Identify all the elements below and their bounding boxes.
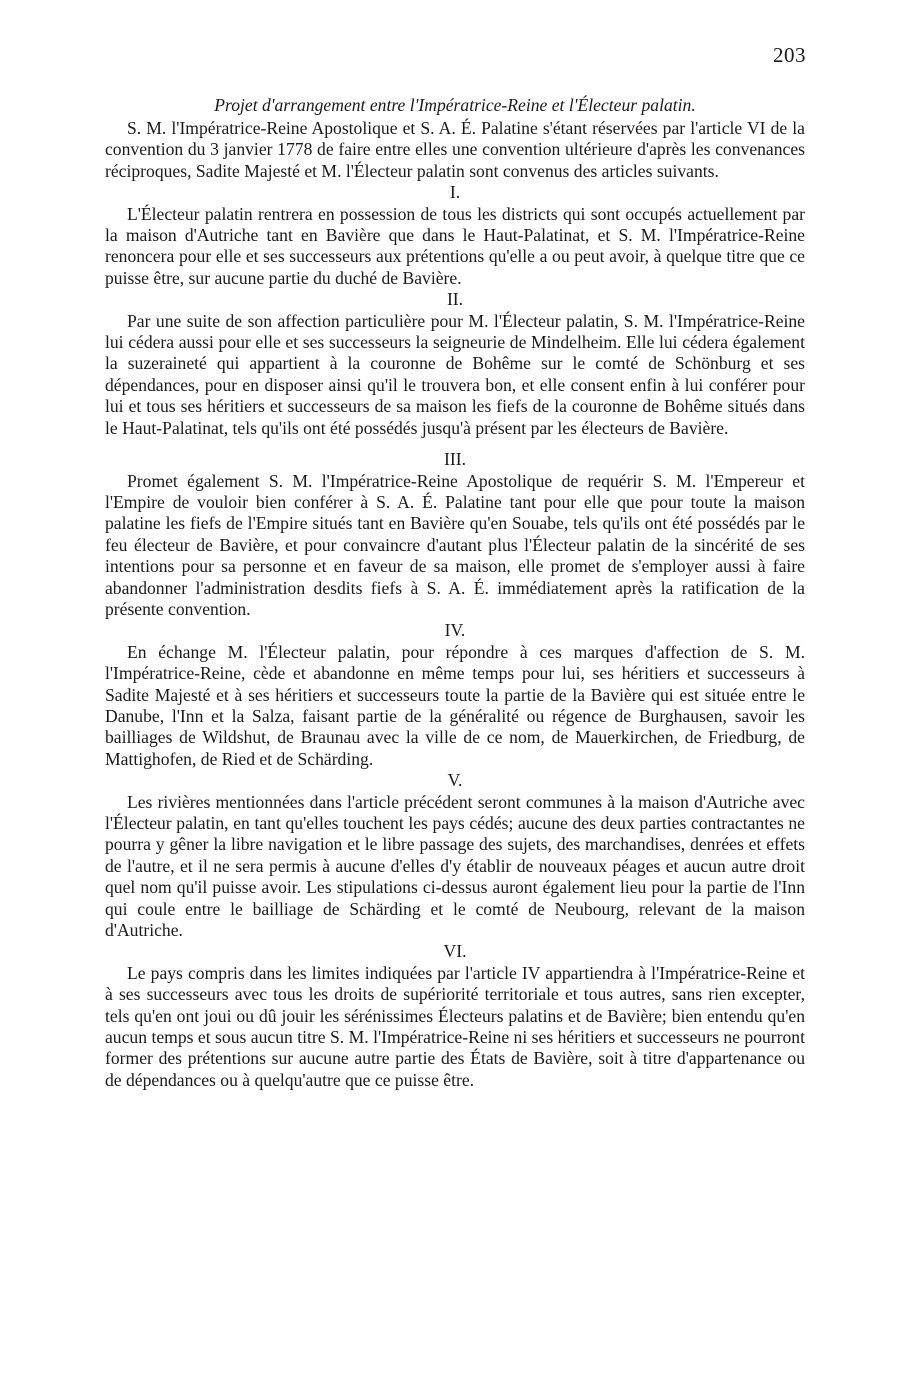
intro-paragraph: S. M. l'Impératrice-Reine Apostolique et S. A. É. Palatine s'étant réservées par l'article VI de la convention du 3 janvier 1778 de faire entre elles une convention ultérieure d'après les convenances réciproques, Sadite Majesté et M. l'Électeur palatin sont convenus des articles suivants.: [105, 118, 805, 181]
article-text-2: Par une suite de son affection particulière pour M. l'Électeur palatin, S. M. l'Impératrice-Reine lui cédera aussi pour elle et ses successeurs la seigneurie de Mindelheim. Elle lui cédera également la suzeraineté qui appartient à la couronne de Bohême sur le comté de Schönburg et ses dépendances, pour en disposer ainsi qu'il le trouvera bon, et elle consent enfin à lui conférer pour lui et tous ses héritiers et successeurs de sa maison les fiefs de la couronne de Bohême situés dans le Haut-Palatinat, tels qu'ils ont été possédés jusqu'à présent par les électeurs de Bavière.: [105, 310, 805, 438]
article-text-4: En échange M. l'Électeur palatin, pour répondre à ces marques d'affection de S. M. l'Impératrice-Reine, cède et abandonne en même temps pour lui, ses héritiers et successeurs à Sadite Majesté et à ses héritiers et successeurs toute la partie de la Bavière qui est située entre le Danube, l'Inn et la Salza, faisant partie de la généralité ou régence de Burghausen, savoir les bailliages de Wildshut, de Braunau avec la ville de ce nom, de Mauerkirchen, de Friedburg, de Mattighofen, de Ried et de Schärding.: [105, 641, 805, 769]
article-numeral-1: I.: [449, 182, 461, 203]
document-body: [105, 118, 805, 1091]
article-text-1: L'Électeur palatin rentrera en possession de tous les districts qui sont occupés actuellement par la maison d'Autriche tant en Bavière que dans le Haut-Palatinat, et S. M. l'Impératrice-Reine renoncera pour elle et ses successeurs aux prétentions qu'elle a ou peut avoir, à quelque titre que ce puisse être, sur aucune partie du duché de Bavière.: [105, 203, 805, 288]
spacer: [105, 439, 805, 449]
article-numeral-3: III.: [444, 449, 466, 470]
article-numeral-2: II.: [446, 289, 464, 310]
article-numeral-4: IV.: [444, 620, 466, 641]
page-number: 203: [773, 43, 806, 67]
article-numeral-5: V.: [447, 770, 463, 791]
article-numeral-6: VI.: [443, 941, 467, 962]
article-text-3: Promet également S. M. l'Impératrice-Reine Apostolique de requérir S. M. l'Empereur et l'Empire de vouloir bien conférer à S. A. É. Palatine tant pour elle que pour toute la maison palatine les fiefs de l'Empire situés tant en Bavière qu'en Souabe, tels qu'ils ont été possédés par le feu électeur de Bavière, et pour convaincre d'autant plus l'Électeur palatin de la sincérité de ses intentions pour sa personne et en faveur de sa maison, elle promet de s'employer aussi à faire abandonner l'administration desdits fiefs à S. A. É. immédiatement après la ratification de la présente convention.: [105, 470, 805, 619]
article-text-5: Les rivières mentionnées dans l'article précédent seront communes à la maison d'Autriche avec l'Électeur palatin, en tant qu'elles touchent les pays cédés; aucune des deux parties contractantes ne pourra y gêner la libre navigation et le libre passage des sujets, des marchandises, denrées et effets de l'autre, et il ne sera permis à aucune d'elles d'y établir de nouveaux péages et aucun autre droit quel nom qu'il puisse avoir. Les stipulations ci-dessus auront également lieu pour la partie de l'Inn qui coule entre le bailliage de Schärding et le comté de Neubourg, relevant de la maison d'Autriche.: [105, 791, 805, 941]
document-title: Projet d'arrangement entre l'Impératrice-Reine et l'Électeur palatin.: [214, 95, 696, 115]
article-text-6: Le pays compris dans les limites indiquées par l'article IV appartiendra à l'Impératrice-Reine et à ses successeurs avec tous les droits de supériorité territoriale et tous autres, sans rien excepter, tels qu'en ont joui ou dû jouir les sérénissimes Électeurs palatins et de Bavière; bien entendu qu'en aucun temps et sous aucun titre S. M. l'Impératrice-Reine ni ses héritiers et successeurs ne pourront former des prétentions sur aucune autre partie des États de Bavière, soit à titre d'appartenance ou de dépendances ou à quelqu'autre que ce puisse être.: [105, 962, 805, 1090]
